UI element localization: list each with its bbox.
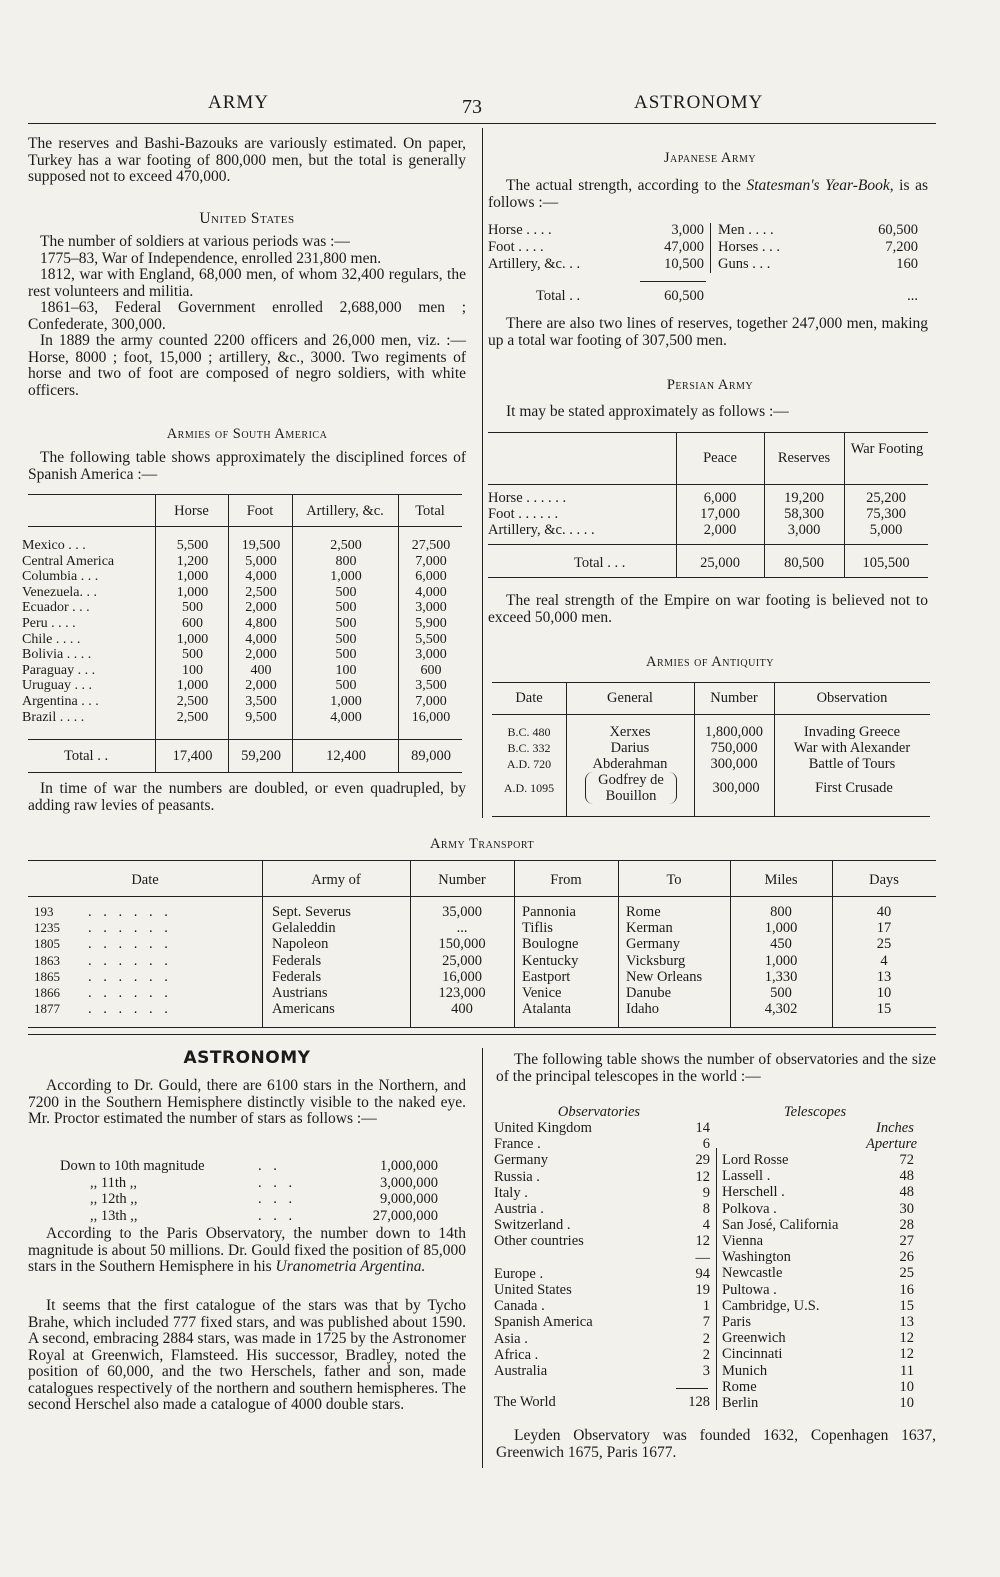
world-total-row [494, 1394, 710, 1411]
world-sum-rule [676, 1388, 708, 1389]
telescopes-table [722, 1152, 914, 1411]
table-row: Washington 26 [722, 1249, 914, 1266]
table-row: Paris 13 [722, 1314, 914, 1331]
table-row: Cambridge, U.S. 15 [722, 1297, 914, 1314]
transport-header-rule [28, 896, 936, 897]
persia-total-rule [488, 544, 928, 545]
persia-table-body [488, 490, 928, 538]
table-row: 1863 . . . . . . Federals 25,000 Kentucky Vicksburg 1,000 4 [34, 952, 888, 969]
total-label: The World [494, 1394, 556, 1410]
paris-text: According to the Paris Observatory, the number down to 14th magnitude is about 50 millions. Dr. Gould fixed the position of 85,000 stars in the Southern Hemisphere in his [28, 1225, 466, 1275]
table-row: 1865 . . . . . . Federals 16,000 Eastport New Orleans 1,330 13 [34, 968, 892, 985]
table-row: — [695, 1249, 710, 1266]
us-line: In 1889 the army counted 2200 officers and 26,000 men, viz. :—Horse, 8000 ; foot, 15,000 ; artillery, &c., 3000. Two regiments of horse and two of foot are composed of negro soldiers, with white officers. [28, 332, 466, 399]
transport-col-header: Date [131, 872, 159, 888]
persia-col-header: Reserves [777, 450, 831, 466]
table-row: 1805 . . . . . . Napoleon 150,000 Boulogne Germany 450 25 [34, 936, 892, 953]
inches-label: Inches [876, 1120, 914, 1136]
transport-table-body [28, 904, 936, 1017]
table-row: Horse . . . . . . 6,000 19,200 25,200 [488, 490, 906, 506]
sa-table-body [22, 538, 463, 725]
persia-intro: It may be stated approximately as follows :— [506, 403, 789, 420]
antiquity-col-header: General [607, 690, 653, 706]
table-row: ,, 12th ,, . . . 9,000,000 [90, 1191, 438, 1207]
table-row: ,, 11th ,, . . . 3,000,000 [90, 1174, 438, 1191]
total-value: 59,200 [241, 748, 281, 764]
transport-top-rule [28, 860, 936, 861]
table-row: Brazil . . . . 2,500 9,500 4,000 16,000 [22, 709, 451, 725]
right-total: ... [907, 288, 918, 304]
total-value: 25,000 [700, 555, 740, 571]
table-row: Bolivia . . . . 500 2,000 500 3,000 [22, 647, 447, 663]
antiquity-bottom-rule [492, 816, 930, 817]
japan-intro-text: , is as follows :— [488, 177, 929, 211]
sa-total-row [22, 748, 463, 765]
table-row: Greenwich 12 [722, 1330, 914, 1347]
table-row: Berlin 10 [722, 1395, 914, 1412]
persia-top-rule [488, 432, 928, 433]
table-row: Pultowa . 16 [722, 1281, 914, 1298]
table-row: A.D. 720 Abderahman 300,000 Battle of Tours [506, 756, 896, 772]
table-row: Mexico . . . 5,500 19,500 2,500 27,500 [22, 538, 451, 553]
transport-col-header: Number [438, 872, 486, 888]
table-row: Germany 29 [494, 1152, 710, 1169]
us-line: The number of soldiers at various periods was :— [40, 233, 350, 250]
table-row: Newcastle 25 [722, 1265, 914, 1282]
sa-table-total-rule [28, 739, 462, 740]
antiquity-col-header: Date [515, 690, 543, 706]
persia-heading: Persian Army [666, 377, 754, 393]
observatories-footer: Leyden Observatory was founded 1632, Copenhagen 1637, Greenwich 1675, Paris 1677. [496, 1427, 936, 1461]
table-row: 1877 . . . . . . Americans 400 Atalanta Idaho 4,302 15 [34, 1001, 892, 1018]
persia-note: The real strength of the Empire on war footing is believed not to exceed 50,000 men. [488, 592, 928, 626]
statesman-title: Statesman's Year-Book [746, 177, 890, 194]
total-label: Total . . [64, 748, 109, 764]
antiquity-header-rule [492, 714, 930, 715]
table-row: Asia . 2 [494, 1330, 710, 1347]
observatories-intro: The following table shows the number of observatories and the size of the principal telescopes in the world :— [496, 1051, 936, 1085]
column-divider-upper [482, 128, 483, 818]
table-row: Artillery, &c. . . . . 2,000 3,000 5,000 [488, 522, 903, 538]
table-row: Ecuador . . . 500 2,000 500 3,000 [22, 600, 447, 616]
persia-total-row [488, 555, 928, 572]
total-value: 60,500 [664, 288, 704, 304]
table-row: Paraguay . . . 100 400 100 600 [22, 662, 442, 678]
sa-table-bottom-rule [28, 772, 462, 773]
table-row: Columbia . . . 1,000 4,000 1,000 6,000 [22, 569, 447, 585]
table-row: Central America 1,200 5,000 800 7,000 [22, 553, 447, 569]
table-row: Venezuela. . . 1,000 2,500 500 4,000 [22, 584, 447, 600]
sa-col-header: Total [415, 503, 445, 519]
japan-sum-rule [640, 281, 706, 282]
transport-bottom-rule [28, 1027, 936, 1028]
telescopes-divider [716, 1148, 717, 1410]
table-row: Uruguay . . . 1,000 2,000 500 3,500 [22, 678, 447, 694]
persia-header-rule [488, 484, 928, 485]
column-divider-lower [482, 1048, 483, 1468]
persia-bottom-rule [488, 577, 928, 578]
japan-total-row [488, 288, 928, 305]
table-row: Rome 10 [722, 1378, 914, 1395]
total-value: 12,400 [326, 748, 366, 764]
stars-table [28, 1158, 466, 1224]
table-row: ,, 13th ,, . . . 27,000,000 [90, 1207, 438, 1224]
section-divider-rule [28, 1034, 936, 1035]
japan-intro [488, 178, 928, 211]
table-row: Austria . 8 [494, 1201, 710, 1218]
table-row: Spanish America 7 [494, 1314, 710, 1331]
transport-col-header: To [666, 872, 682, 888]
table-row: B.C. 332 Darius 750,000 War with Alexander [507, 740, 911, 756]
astronomy-paragraph-3: It seems that the first catalogue of the stars was that by Tycho Brahe, which included 777 fixed stars, and was published about 1590. A second, embracing 2884 stars, was made in 1725 by the Astronomer Royal at Greenwich, Flamsteed. His successor, Bradley, noted the position of 60,000, and the two Herschels, father and son, made catalogues respectively of the northern and southern hemispheres. The second Herschel also made a catalogue of 4000 double stars. [28, 1297, 466, 1413]
aperture-label: Aperture [866, 1136, 918, 1152]
table-row: Australia 3 [494, 1363, 710, 1380]
table-row: Other countries 12 [494, 1233, 710, 1250]
japan-heading: Japanese Army [663, 150, 757, 166]
table-row: Polkova . 30 [722, 1200, 914, 1217]
astronomy-heading: ASTRONOMY [183, 1048, 311, 1068]
running-header-right: ASTRONOMY [634, 92, 764, 113]
table-row: Canada . 1 [494, 1298, 710, 1315]
total-value: 128 [688, 1394, 710, 1410]
antiquity-heading: Armies of Antiquity [645, 654, 774, 670]
us-line: 1775–83, War of Independence, enrolled 231,800 men. [40, 249, 382, 267]
us-line: 1861–63, Federal Government enrolled 2,688,000 men ; Confederate, 300,000. [28, 299, 466, 333]
sa-table-header-rule [28, 526, 462, 527]
table-row: Herschell . 48 [722, 1184, 914, 1201]
persia-col-header: War Footing [850, 441, 924, 457]
sa-col-header: Artillery, &c. [306, 503, 384, 519]
total-value: 17,400 [172, 748, 213, 764]
total-value: 89,000 [411, 748, 451, 764]
table-row: A.D. 1095 Godfrey de Bouillon 300,000 First Crusade [503, 772, 893, 804]
total-label: Total . . . [574, 555, 626, 571]
sa-col-header: Horse [174, 503, 209, 519]
antiquity-col-header: Number [710, 690, 758, 706]
sa-col-header: Foot [246, 503, 274, 519]
sa-table-top-rule [28, 494, 462, 495]
telescopes-col-heading: Telescopes [783, 1104, 847, 1120]
table-row: United States 19 [494, 1282, 710, 1299]
us-heading: United States [199, 210, 295, 227]
table-row: Down to 10th magnitude . . 1,000,000 [60, 1158, 438, 1174]
japan-intro-text: The actual strength, according to the [506, 177, 747, 194]
table-row: Lord Rosse 72 [722, 1152, 914, 1168]
table-row: 1866 . . . . . . Austrians 123,000 Venice Danube 500 10 [34, 985, 892, 1002]
table-row: Chile . . . . 1,000 4,000 500 5,500 [22, 631, 447, 647]
table-row: Switzerland . 4 [494, 1217, 710, 1234]
observatories-table [494, 1120, 710, 1379]
table-row: 1235 . . . . . . Gelaleddin ... Tiflis Kerman 1,000 17 [34, 920, 892, 937]
antiquity-top-rule [492, 682, 930, 683]
table-row: San José, California 28 [722, 1216, 914, 1233]
table-row: Lassell . 48 [722, 1168, 914, 1185]
transport-col-header: Days [869, 872, 899, 888]
japan-note: There are also two lines of reserves, together 247,000 men, making up a total war footing of 307,500 men. [488, 315, 928, 349]
south-america-heading: Armies of South America [166, 426, 328, 442]
table-row: 193 . . . . . . Sept. Severus 35,000 Pannonia Rome 800 40 [34, 904, 892, 920]
antiquity-table-body [492, 724, 932, 812]
total-value: 105,500 [862, 555, 910, 571]
total-value: 80,500 [784, 555, 824, 571]
table-row: Vienna 27 [722, 1233, 914, 1250]
observatories-col-heading: Observatories [557, 1104, 641, 1120]
table-row: Argentina . . . 2,500 3,500 1,000 7,000 [22, 693, 447, 709]
transport-col-header: Army of [311, 872, 361, 888]
total-label: Total . . [536, 288, 581, 304]
table-row: Russia . 12 [494, 1168, 710, 1185]
uranometria-title: Uranometria Argentina. [275, 1258, 426, 1275]
table-row: Cincinnati 12 [722, 1346, 914, 1363]
table-row: Munich 11 [722, 1362, 914, 1379]
transport-heading: Army Transport [429, 836, 535, 852]
table-row: Peru . . . . 600 4,800 500 5,900 [22, 615, 447, 631]
astronomy-paragraph-2 [28, 1226, 466, 1276]
south-america-note: In time of war the numbers are doubled, or even quadrupled, by adding raw levies of peasants. [28, 780, 466, 814]
persia-col-header: Peace [703, 450, 737, 466]
transport-col-header: From [550, 872, 582, 888]
transport-col-header: Miles [764, 872, 798, 888]
us-line: 1812, war with England, 68,000 men, of whom 32,400 regulars, the rest volunteers and militia. [28, 266, 466, 300]
table-row: Africa . 2 [494, 1346, 710, 1363]
table-row: France . 6 [494, 1136, 710, 1153]
table-row: B.C. 480 Xerxes 1,800,000 Invading Greece [507, 724, 901, 740]
turkey-paragraph: The reserves and Bashi-Bazouks are variously estimated. On paper, Turkey has a war footing of 800,000 men, but the total is generally supposed not to exceed 470,000. [28, 135, 466, 185]
table-row: United Kingdom 14 [494, 1120, 710, 1136]
page-number: 73 [462, 96, 482, 118]
japan-table: Horse . . . . 3,000 Men . . . . 60,500 Foot . . . . 47,000 Horses . . . 7,200 Artillery, &c. . . 10,500 Guns . . . 160 [488, 222, 918, 272]
japan-divider [710, 223, 711, 273]
running-header-left: ARMY [208, 92, 270, 113]
south-america-intro: The following table shows approximately the disciplined forces of Spanish America :— [28, 449, 466, 483]
table-row: Europe . 94 [494, 1265, 710, 1282]
header-rule [28, 123, 936, 124]
us-section [28, 234, 466, 399]
table-row: Foot . . . . . . 17,000 58,300 75,300 [488, 506, 906, 522]
antiquity-col-header: Observation [816, 690, 888, 706]
table-row: Italy . 9 [494, 1184, 710, 1201]
astronomy-intro: According to Dr. Gould, there are 6100 stars in the Northern, and 7200 in the Southern Hemisphere distinctly visible to the naked eye. Mr. Proctor estimated the number of stars as follows :— [28, 1077, 466, 1127]
